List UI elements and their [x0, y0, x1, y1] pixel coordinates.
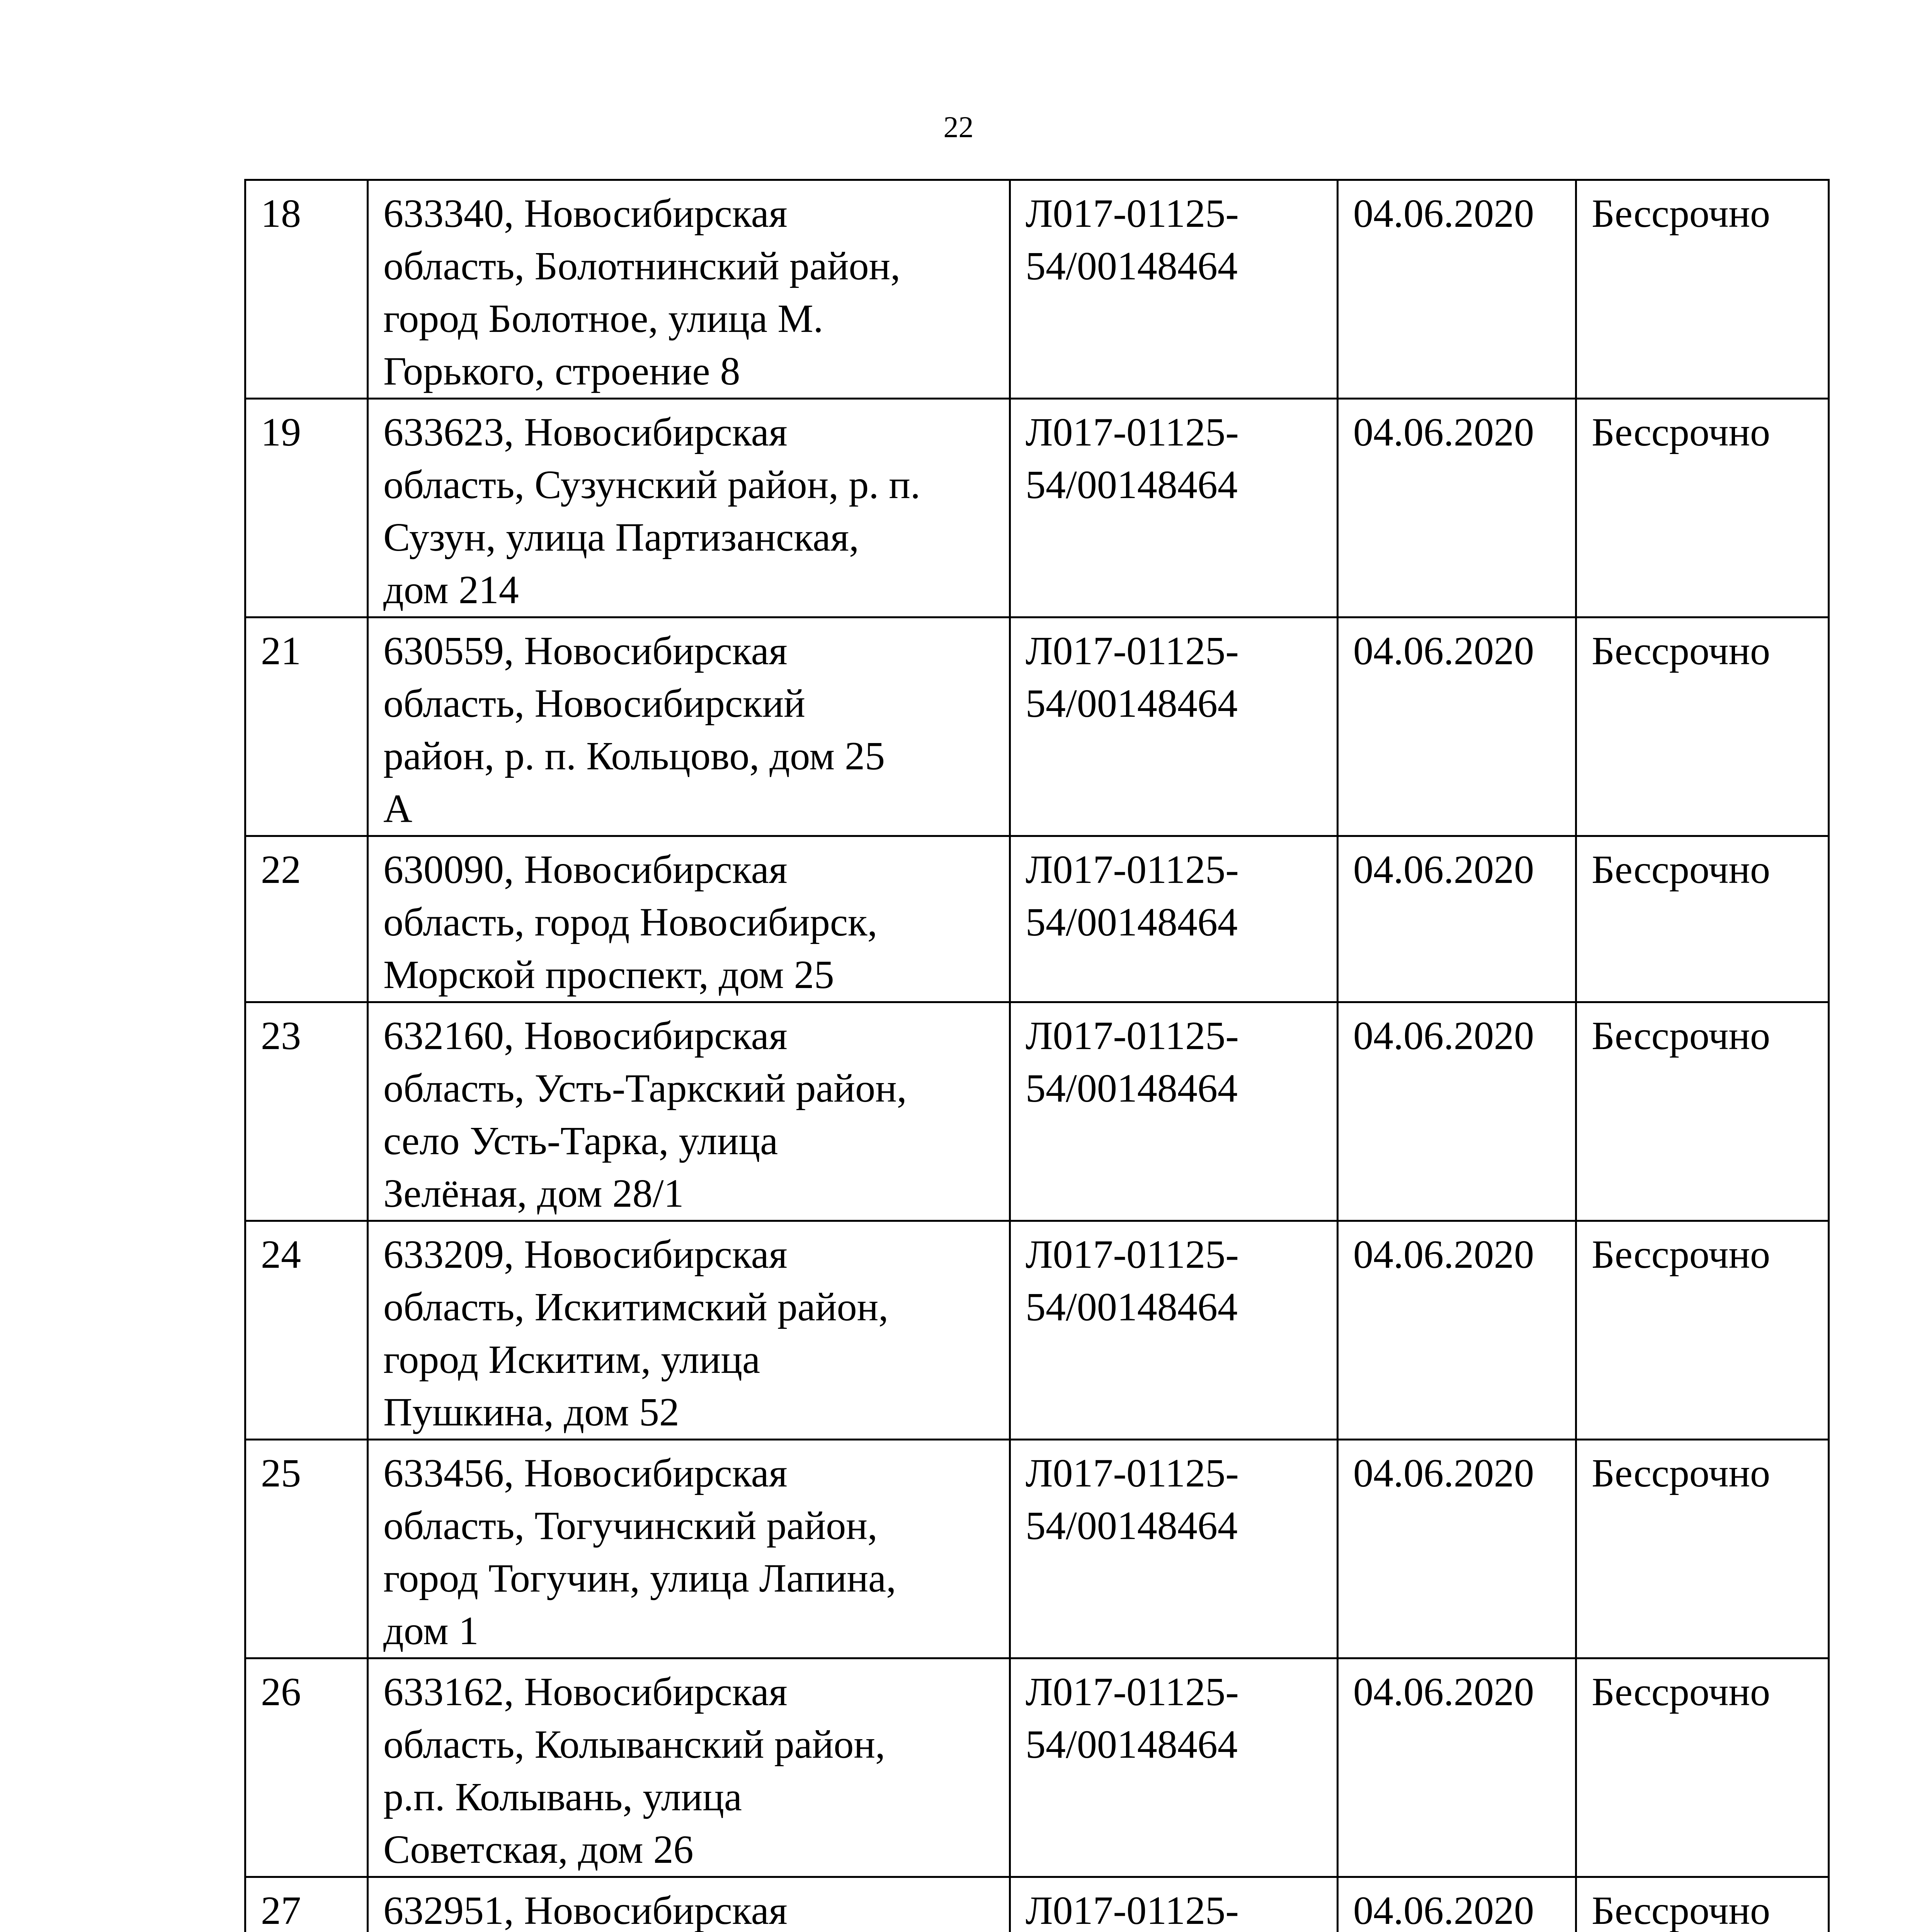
address-line: область, Колыванский район,	[383, 1722, 886, 1767]
table-row	[245, 1877, 1829, 1932]
validity-term-cell: Бессрочно	[1576, 617, 1829, 836]
license-number-cell	[1010, 399, 1338, 617]
address-line: дом 214	[383, 568, 519, 612]
date-cell: 04.06.2020	[1338, 1002, 1576, 1221]
license-number-cell	[1010, 617, 1338, 836]
license-number-line: Л017-01125-	[1026, 1014, 1239, 1058]
row-number-cell: 22	[245, 836, 368, 1002]
address-cell	[368, 617, 1010, 836]
address-cell	[368, 1658, 1010, 1877]
address-line: 632160, Новосибирская	[383, 1014, 788, 1058]
table-row	[245, 836, 1829, 1002]
address-line: 633340, Новосибирская	[383, 191, 788, 236]
address-line: дом 1	[383, 1609, 479, 1653]
license-number-line: Л017-01125-	[1026, 847, 1239, 892]
address-line: город Искитим, улица	[383, 1337, 760, 1382]
date-cell: 04.06.2020	[1338, 617, 1576, 836]
validity-term-cell: Бессрочно	[1576, 180, 1829, 399]
validity-term-cell: Бессрочно	[1576, 1002, 1829, 1221]
address-line: область, Болотнинский район,	[383, 244, 901, 288]
row-number-cell: 26	[245, 1658, 368, 1877]
date-cell: 04.06.2020	[1338, 1658, 1576, 1877]
license-number-line: 54/00148464	[1026, 1066, 1238, 1111]
license-number-line: Л017-01125-	[1026, 191, 1239, 236]
address-line: 630090, Новосибирская	[383, 847, 788, 892]
address-cell	[368, 1221, 1010, 1440]
address-line: р.п. Колывань, улица	[383, 1775, 742, 1819]
address-line: 633162, Новосибирская	[383, 1670, 788, 1714]
address-cell	[368, 836, 1010, 1002]
address-line: Сузун, улица Партизанская,	[383, 515, 859, 560]
license-number-line: 54/00148464	[1026, 681, 1238, 726]
license-number-line: Л017-01125-	[1026, 1670, 1239, 1714]
address-cell	[368, 1877, 1010, 1932]
address-line: область, Сузунский район, р. п.	[383, 463, 920, 507]
validity-term-cell: Бессрочно	[1576, 1877, 1829, 1932]
license-number-cell	[1010, 1877, 1338, 1932]
license-number-cell	[1010, 1658, 1338, 1877]
address-line: село Усть-Тарка, улица	[383, 1119, 778, 1163]
address-line: 630559, Новосибирская	[383, 629, 788, 673]
license-number-line: 54/00148464	[1026, 244, 1238, 288]
validity-term-cell: Бессрочно	[1576, 399, 1829, 617]
date-cell: 04.06.2020	[1338, 1221, 1576, 1440]
row-number-cell: 25	[245, 1440, 368, 1658]
address-line: город Тогучин, улица Лапина,	[383, 1556, 896, 1600]
license-number-line: Л017-01125-	[1026, 1888, 1239, 1932]
row-number-cell: 27	[245, 1877, 368, 1932]
address-line: 632951, Новосибирская	[383, 1888, 788, 1932]
license-number-line: 54/00148464	[1026, 900, 1238, 944]
page-number: 22	[943, 110, 974, 144]
license-number-cell	[1010, 1440, 1338, 1658]
address-line: Пушкина, дом 52	[383, 1390, 679, 1434]
date-cell: 04.06.2020	[1338, 836, 1576, 1002]
table-row	[245, 1440, 1829, 1658]
date-cell: 04.06.2020	[1338, 180, 1576, 399]
address-line: Зелёная, дом 28/1	[383, 1171, 684, 1216]
row-number-cell: 18	[245, 180, 368, 399]
validity-term-cell: Бессрочно	[1576, 836, 1829, 1002]
address-line: область, Новосибирский	[383, 681, 805, 726]
table-row	[245, 1002, 1829, 1221]
table-row	[245, 1658, 1829, 1877]
address-line: А	[383, 786, 413, 831]
address-cell	[368, 399, 1010, 617]
address-line: область, Искитимский район,	[383, 1285, 889, 1329]
address-line: Морской проспект, дом 25	[383, 952, 834, 997]
table-row	[245, 399, 1829, 617]
license-table	[244, 179, 1830, 1932]
license-number-line: 54/00148464	[1026, 463, 1238, 507]
validity-term-cell: Бессрочно	[1576, 1221, 1829, 1440]
license-number-line: Л017-01125-	[1026, 410, 1239, 454]
table-row	[245, 617, 1829, 836]
license-number-cell	[1010, 836, 1338, 1002]
validity-term-cell: Бессрочно	[1576, 1658, 1829, 1877]
address-cell	[368, 1002, 1010, 1221]
date-cell: 04.06.2020	[1338, 1440, 1576, 1658]
license-number-cell	[1010, 180, 1338, 399]
address-line: Горького, строение 8	[383, 349, 740, 393]
license-number-line: Л017-01125-	[1026, 629, 1239, 673]
address-cell	[368, 180, 1010, 399]
row-number-cell: 23	[245, 1002, 368, 1221]
address-line: область, город Новосибирск,	[383, 900, 878, 944]
date-cell: 04.06.2020	[1338, 399, 1576, 617]
address-cell	[368, 1440, 1010, 1658]
date-cell: 04.06.2020	[1338, 1877, 1576, 1932]
address-line: 633623, Новосибирская	[383, 410, 788, 454]
address-line: Советская, дом 26	[383, 1827, 694, 1872]
address-line: область, Тогучинский район,	[383, 1503, 878, 1548]
table-row	[245, 180, 1829, 399]
license-number-cell	[1010, 1221, 1338, 1440]
license-number-line: Л017-01125-	[1026, 1232, 1239, 1277]
license-number-line: 54/00148464	[1026, 1503, 1238, 1548]
license-number-line: Л017-01125-	[1026, 1451, 1239, 1495]
license-number-line: 54/00148464	[1026, 1285, 1238, 1329]
address-line: область, Усть-Таркский район,	[383, 1066, 907, 1111]
address-line: 633456, Новосибирская	[383, 1451, 788, 1495]
row-number-cell: 24	[245, 1221, 368, 1440]
table-row	[245, 1221, 1829, 1440]
table-body	[245, 180, 1829, 1932]
address-line: 633209, Новосибирская	[383, 1232, 788, 1277]
license-number-line: 54/00148464	[1026, 1722, 1238, 1767]
row-number-cell: 19	[245, 399, 368, 617]
validity-term-cell: Бессрочно	[1576, 1440, 1829, 1658]
address-line: город Болотное, улица М.	[383, 296, 823, 341]
address-line: район, р. п. Кольцово, дом 25	[383, 734, 885, 778]
license-number-cell	[1010, 1002, 1338, 1221]
row-number-cell: 21	[245, 617, 368, 836]
